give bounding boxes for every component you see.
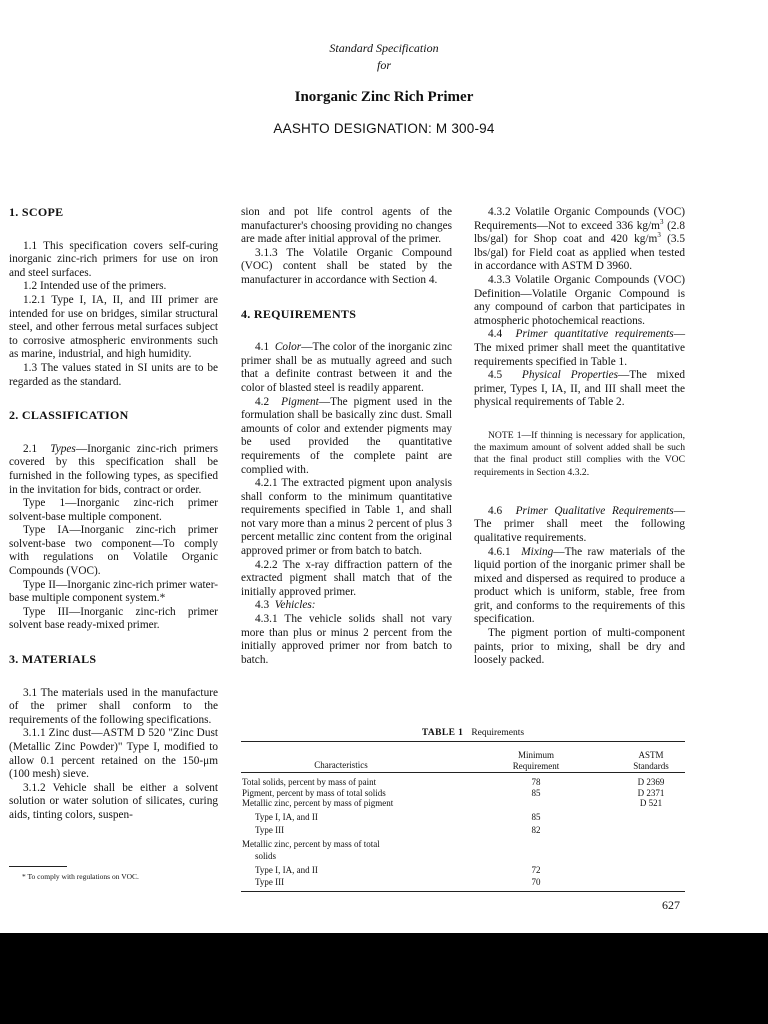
superscript-3: 3	[659, 217, 664, 226]
paragraph-4-3-2-text-b: (2.8 lbs/gal) for Shop coat and 420 kg/m	[474, 219, 685, 246]
paragraph-1-2-1: 1.2.1 Type I, IA, II, and III primer are intended for use on bridges, similar structural steel, and other ferrous metal surfaces subject to corrosive atmospheric environments such as marine, industrial, and high humidity.	[9, 293, 218, 361]
cell-characteristic: solids	[255, 851, 277, 861]
section-heading-scope: 1. SCOPE	[9, 205, 64, 219]
paragraph-4-3-3: 4.3.3 Volatile Organic Compounds (VOC) Definition—Volatile Organic Compound is any compound of carbon that participates in atmospheric photochemical reactions.	[474, 273, 685, 327]
type-1-item: Type 1—Inorganic zinc-rich primer solvent-base multiple component.	[9, 497, 218, 523]
paragraph-3-1: 3.1 The materials used in the manufacture of the primer shall conform to the requirements of the following specifications.	[9, 686, 218, 726]
paragraph-2-1-number: 2.1	[23, 442, 38, 455]
note-1-text: —If thinning is necessary for application, the maximum amount of solvent added shall be such that the final product still complies with the VOC requirements in Section 4.3.2.	[474, 429, 685, 478]
table-row	[241, 865, 685, 876]
paragraph-2-1-lead: Types	[50, 442, 76, 455]
cell-minimum: 85	[531, 811, 541, 822]
paragraph-4-5-lead: Physical Properties	[521, 369, 618, 382]
cell-characteristic: Pigment, percent by mass of total solids	[242, 787, 386, 798]
superscript-3: 3	[657, 231, 661, 240]
paragraph-4-6-text: —The primer shall meet the following qualitative requirements.	[474, 504, 685, 544]
cell-astm: D 2371	[637, 787, 665, 798]
header-astm-standards	[616, 750, 686, 772]
column-2	[241, 206, 452, 667]
paragraph-1-1: 1.1 This specification covers self-curing inorganic zinc-rich primers for use on iron and steel surfaces.	[9, 239, 218, 279]
paragraph-4-2-number: 4.2	[255, 395, 270, 408]
header-characteristics: Characteristics	[314, 760, 368, 770]
paragraph-4-6-1	[474, 546, 685, 628]
paragraph-4-3-number: 4.3	[255, 599, 270, 612]
paragraph-1-3: 1.3 The values stated in SI units are to be regarded as the standard.	[9, 361, 218, 388]
cell-characteristic: Total solids, percent by mass of paint	[242, 777, 377, 787]
paragraph-4-5-number: 4.5	[488, 369, 503, 382]
cell-minimum: 70	[531, 877, 541, 887]
header-minimum-line-1: Minimum	[517, 750, 554, 760]
table-row	[241, 812, 685, 823]
table-bottom-rule	[241, 891, 685, 892]
footnote: * To comply with regulations on VOC.	[22, 872, 139, 881]
paragraph-4-5	[474, 369, 685, 410]
paragraph-4-6-1-number: 4.6.1	[488, 545, 511, 558]
header-minimum-line-2: Requirement	[512, 761, 560, 771]
page-number: 627	[662, 898, 680, 912]
table-caption	[261, 728, 685, 738]
cell-characteristic: Type I, IA, and II	[255, 811, 318, 822]
scan-border-bar	[0, 933, 768, 1024]
paragraph-4-2-text: —The pigment used in the formulation shall be basically zinc dust. Small amounts of color and extender pigments may be used provided the quantitative requirements of the complete paint are complied with.	[241, 395, 452, 476]
paragraph-3-1-2: 3.1.2 Vehicle shall be either a solvent solution or water solution of silicates, curing aids, tinting colors, suspen-	[9, 781, 218, 821]
paragraph-4-3-2	[474, 206, 685, 274]
table-row	[241, 788, 685, 799]
paragraph-4-2	[241, 396, 452, 478]
paragraph-4-6	[474, 505, 685, 546]
cell-minimum: 82	[531, 825, 541, 835]
standard-specification-label: Standard Specification	[329, 41, 439, 55]
paragraph-4-1-lead: Color	[274, 341, 302, 354]
cell-minimum: 85	[531, 787, 541, 798]
aashto-designation: AASHTO DESIGNATION: M 300-94	[273, 121, 495, 136]
cell-astm: D 521	[639, 798, 663, 808]
cell-characteristic: Type III	[255, 877, 285, 887]
document-title: Inorganic Zinc Rich Primer	[294, 89, 474, 105]
paragraph-4-4	[474, 328, 685, 369]
cell-characteristic: Metallic zinc, percent by mass of pigment	[242, 798, 394, 808]
paragraph-3-1-2-continued: sion and pot life control agents of the manufacturer's choosing providing no changes are made after initial approval of the primer.	[241, 206, 452, 246]
paragraph-4-4-number: 4.4	[488, 328, 503, 341]
note-1	[474, 430, 685, 479]
paragraph-4-6-lead: Primer Qualitative Requirements	[515, 504, 674, 517]
paragraph-4-3	[241, 599, 452, 613]
paragraph-1-2: 1.2 Intended use of the primers.	[23, 280, 167, 293]
paragraph-2-1	[9, 443, 218, 497]
paragraph-4-2-1: 4.2.1 The extracted pigment upon analysis shall conform to the minimum quantitative requirements specified in Table 1, and shall not vary more than a minus 2 percent of plus 3 percent metallic zinc content from the original approved primer or from batch to batch.	[241, 477, 452, 558]
paragraph-3-1-1: 3.1.1 Zinc dust—ASTM D 520 "Zinc Dust (Metallic Zinc Powder)" Type I, modified to allow 0.1 percent retained on the 150-μm (100 mesh) sieve.	[9, 727, 218, 781]
table-row	[241, 798, 685, 809]
table-row	[241, 825, 685, 836]
paragraph-4-6-1-text: —The raw materials of the liquid portion of the inorganic primer shall be mixed and dispersed as required to produce a product which is uniform, stable, free from grit, and conforms to the requirements of this specification.	[474, 545, 685, 626]
column-1	[9, 206, 218, 823]
table-title: Requirements	[471, 728, 525, 738]
type-3-item: Type III—Inorganic zinc-rich primer solvent base ready-mixed primer.	[9, 605, 218, 632]
paragraph-4-2-lead: Pigment	[281, 395, 319, 408]
footnote-rule	[9, 866, 67, 867]
column-3	[474, 206, 685, 668]
paragraph-4-2-2: 4.2.2 The x-ray diffraction pattern of the extracted pigment shall match that of the initially approved primer.	[241, 558, 452, 598]
table-number: TABLE 1	[421, 728, 464, 738]
paragraph-4-5-text: —The mixed primer, Types I, IA, II, and III shall meet the physical requirements of Table 2.	[474, 369, 685, 409]
header-astm-line-1: ASTM	[638, 750, 664, 760]
table-header-rule	[241, 772, 685, 773]
section-heading-materials: 3. MATERIALS	[9, 652, 97, 667]
for-label: for	[376, 58, 391, 72]
header-minimum-requirement	[481, 750, 591, 772]
type-2-item: Type II—Inorganic zinc-rich primer water-base multiple component system.*	[9, 578, 218, 605]
section-heading-classification: 2. CLASSIFICATION	[9, 408, 129, 423]
table-row	[241, 839, 685, 850]
requirements-table	[241, 728, 685, 892]
table-row	[241, 877, 685, 888]
note-1-lead: NOTE 1	[488, 429, 522, 441]
table-header	[241, 744, 685, 770]
paragraph-4-3-1: 4.3.1 The vehicle solids shall not vary more than plus or minus 2 percent from the initially approved primer nor from batch to batch.	[241, 613, 452, 666]
paragraph-4-4-lead: Primer quantitative requirements	[515, 328, 674, 341]
header-astm-line-2: Standards	[633, 761, 669, 771]
paragraph-4-4-text: —The mixed primer shall meet the quantitative requirements specified in Table 1.	[474, 328, 685, 368]
table-body	[241, 777, 685, 888]
table-row	[241, 851, 685, 862]
paragraph-4-6-number: 4.6	[488, 504, 503, 517]
paragraph-4-6-1-continued: The pigment portion of multi-component paints, prior to mixing, shall be dry and loosely packed.	[474, 627, 685, 667]
table-top-rule	[241, 741, 685, 742]
paragraph-4-1	[241, 341, 452, 395]
paragraph-4-6-1-lead: Mixing	[521, 545, 554, 558]
cell-minimum: 72	[531, 864, 541, 875]
cell-characteristic: Type I, IA, and II	[255, 864, 318, 875]
table-row	[241, 777, 685, 788]
cell-minimum: 78	[531, 777, 541, 787]
paragraph-4-3-2-text-a: 4.3.2 Volatile Organic Compounds (VOC) Requirements—Not to exceed 336 kg/m	[474, 206, 685, 232]
type-1a-item: Type IA—Inorganic zinc-rich primer solvent-base two component—To comply with regulations on Volatile Organic Compounds (VOC).	[9, 524, 218, 578]
paragraph-4-1-number: 4.1	[255, 341, 270, 354]
paragraph-4-3-2-text-c: (3.5 lbs/gal) for Field coat as applied when tested in accordance with ASTM D 3960.	[474, 233, 685, 273]
paragraph-2-1-text: —Inorganic zinc-rich primers covered by this specification shall be furnished in the following types, as specified in the invitation for bids, contract or order.	[9, 442, 218, 496]
cell-characteristic: Metallic zinc, percent by mass of total	[242, 838, 380, 849]
paragraph-4-1-text: —The color of the inorganic zinc primer shall be as mutually agreed and such that a definite contrast between it and the color of blasted steel is readily apparent.	[241, 341, 452, 394]
paragraph-4-3-lead: Vehicles:	[274, 599, 316, 612]
cell-characteristic: Type III	[255, 825, 285, 835]
paragraph-3-1-3: 3.1.3 The Volatile Organic Compound (VOC) content shall be stated by the manufacturer in accordance with Section 4.	[241, 246, 452, 286]
cell-astm: D 2369	[637, 777, 665, 787]
section-heading-requirements: 4. REQUIREMENTS	[241, 306, 357, 321]
